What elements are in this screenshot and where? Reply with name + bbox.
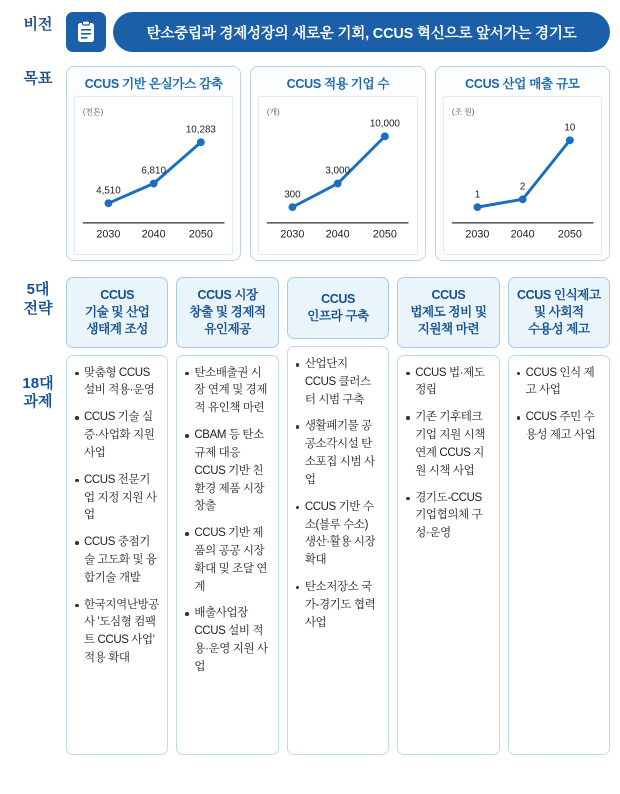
svg-text:300: 300 bbox=[284, 189, 301, 201]
svg-text:10,283: 10,283 bbox=[185, 124, 216, 136]
svg-text:(개): (개) bbox=[267, 107, 281, 117]
svg-text:6,810: 6,810 bbox=[141, 165, 166, 177]
list-item: CCUS 법·제도 정립 bbox=[405, 365, 491, 401]
svg-text:4,510: 4,510 bbox=[96, 185, 121, 197]
clipboard-icon bbox=[66, 12, 106, 52]
svg-text:2040: 2040 bbox=[510, 228, 535, 241]
list-item: 경기도-CCUS 기업협의체 구성·운영 bbox=[405, 490, 491, 543]
list-item: CCUS 중점기술 고도화 및 융합기술 개발 bbox=[74, 534, 160, 587]
task-list bbox=[405, 365, 491, 543]
svg-text:1: 1 bbox=[474, 189, 480, 201]
list-item: CCUS 인식 제고 사업 bbox=[516, 365, 602, 401]
strategy-header bbox=[287, 277, 389, 339]
strategy-column bbox=[66, 277, 168, 755]
svg-text:2040: 2040 bbox=[325, 228, 351, 241]
strategy-header-line: CCUS bbox=[100, 288, 135, 302]
list-item: 탄소배출권 시장 연계 및 경제적 유인책 마련 bbox=[184, 365, 270, 418]
tasks-label-line2: 과제 bbox=[23, 393, 53, 411]
goal-cards bbox=[66, 66, 610, 261]
goal-chart bbox=[74, 96, 233, 255]
strategy-column bbox=[176, 277, 278, 755]
strategy-header-line: CCUS bbox=[431, 288, 466, 302]
tasks-label-line1: 18대 bbox=[22, 374, 54, 392]
svg-text:10: 10 bbox=[564, 122, 575, 134]
strategy-label-line2: 전략 bbox=[23, 299, 53, 317]
strategy-column bbox=[287, 277, 389, 755]
list-item: 기존 기후테크 기업 지원 시책 연계 CCUS 지원 시책 사업 bbox=[405, 409, 491, 480]
strategy-header-line: 법제도 정비 및 bbox=[410, 304, 487, 319]
strategy-header bbox=[176, 277, 278, 348]
svg-text:2050: 2050 bbox=[188, 228, 213, 241]
list-item: 산업단지 CCUS 클러스터 시범 구축 bbox=[295, 356, 381, 409]
strategy-task-labels bbox=[10, 277, 66, 412]
list-item: CCUS 전문기업 지정 지원 사업 bbox=[74, 472, 160, 525]
goal-label: 목표 bbox=[23, 70, 53, 87]
strategy-header-line: CCUS bbox=[321, 292, 355, 307]
task-list-container bbox=[287, 346, 389, 755]
svg-text:2030: 2030 bbox=[96, 228, 121, 241]
task-list bbox=[74, 365, 160, 668]
strategy-header bbox=[66, 277, 168, 348]
goal-chart bbox=[443, 96, 602, 255]
svg-text:2050: 2050 bbox=[373, 228, 398, 241]
strategy-header bbox=[397, 277, 499, 348]
goal-row bbox=[10, 66, 610, 261]
svg-text:(조 원): (조 원) bbox=[451, 107, 475, 117]
svg-text:3,000: 3,000 bbox=[325, 165, 351, 177]
strategy-label-line1: 5대 bbox=[26, 281, 50, 298]
task-list-container bbox=[66, 355, 168, 755]
task-list-container bbox=[508, 355, 610, 755]
strategy-row bbox=[10, 277, 610, 755]
strategy-header-line: 지원책 마련 bbox=[417, 321, 480, 336]
vision-label: 비전 bbox=[23, 16, 53, 33]
svg-text:2040: 2040 bbox=[141, 228, 166, 241]
svg-text:10,000: 10,000 bbox=[370, 118, 401, 130]
vision-wrap bbox=[66, 12, 610, 52]
goal-chart bbox=[258, 96, 417, 255]
svg-text:(천톤): (천톤) bbox=[82, 107, 104, 117]
goal-card bbox=[435, 66, 610, 261]
goal-title: CCUS 기반 온실가스 감축 bbox=[84, 77, 223, 91]
strategy-header-line: 기술 및 산업 bbox=[84, 304, 150, 319]
strategy-header-line: CCUS 시장 bbox=[197, 288, 258, 302]
strategy-columns bbox=[66, 277, 610, 755]
strategy-column bbox=[397, 277, 499, 755]
task-list bbox=[184, 365, 270, 677]
goal-card bbox=[250, 66, 425, 261]
svg-text:2050: 2050 bbox=[557, 228, 582, 241]
strategy-header-line: 수용성 제고 bbox=[528, 321, 590, 336]
goal-card bbox=[66, 66, 241, 261]
strategy-header-line: 인프라 구축 bbox=[307, 309, 369, 323]
strategy-header-line: 창출 및 경제적 bbox=[189, 304, 266, 319]
list-item: 탄소저장소 국가-경기도 협력 사업 bbox=[295, 579, 381, 632]
task-list-container bbox=[397, 355, 499, 755]
vision-row bbox=[10, 12, 610, 52]
list-item: 생활폐기물 공공소각시설 탄소포집 시범 사업 bbox=[295, 418, 381, 489]
strategy-label bbox=[10, 281, 66, 319]
list-item: CBAM 등 탄소규제 대응 CCUS 기반 친환경 제품 시장 창출 bbox=[184, 427, 270, 516]
task-list-container bbox=[176, 355, 278, 755]
strategy-header-line: 및 사회적 bbox=[533, 304, 584, 319]
list-item: CCUS 주민 수용성 제고 사업 bbox=[516, 409, 602, 445]
svg-text:2030: 2030 bbox=[280, 228, 305, 241]
goal-title: CCUS 산업 매출 규모 bbox=[465, 77, 580, 91]
list-item: 배출사업장 CCUS 설비 적용·운영 지원 사업 bbox=[184, 605, 270, 676]
vision-statement: 탄소중립과 경제성장의 새로운 기회, CCUS 혁신으로 앞서가는 경기도 bbox=[113, 12, 610, 52]
strategy-header-line: CCUS 인식제고 bbox=[517, 288, 601, 302]
task-list bbox=[295, 356, 381, 632]
list-item: CCUS 기반 제품의 공공 시장 확대 및 조달 연계 bbox=[184, 525, 270, 596]
tasks-label bbox=[10, 375, 66, 413]
task-list bbox=[516, 365, 602, 445]
list-item: 맞춤형 CCUS 설비 적용·운영 bbox=[74, 365, 160, 401]
strategy-column bbox=[508, 277, 610, 755]
svg-text:2: 2 bbox=[519, 181, 526, 193]
list-item: CCUS 기술 실증·사업화 지원 사업 bbox=[74, 409, 160, 462]
strategy-header-line: 생태계 조성 bbox=[86, 321, 148, 336]
list-item: CCUS 기반 수소(블루 수소) 생산·활용 시장 확대 bbox=[295, 499, 381, 570]
strategy-header bbox=[508, 277, 610, 348]
list-item: 한국지역난방공사 '도심형 컴팩트 CCUS 사업' 적용 확대 bbox=[74, 597, 160, 668]
strategy-header-line: 유인제공 bbox=[204, 321, 251, 336]
goal-title: CCUS 적용 기업 수 bbox=[286, 77, 390, 91]
svg-text:2030: 2030 bbox=[465, 228, 490, 241]
